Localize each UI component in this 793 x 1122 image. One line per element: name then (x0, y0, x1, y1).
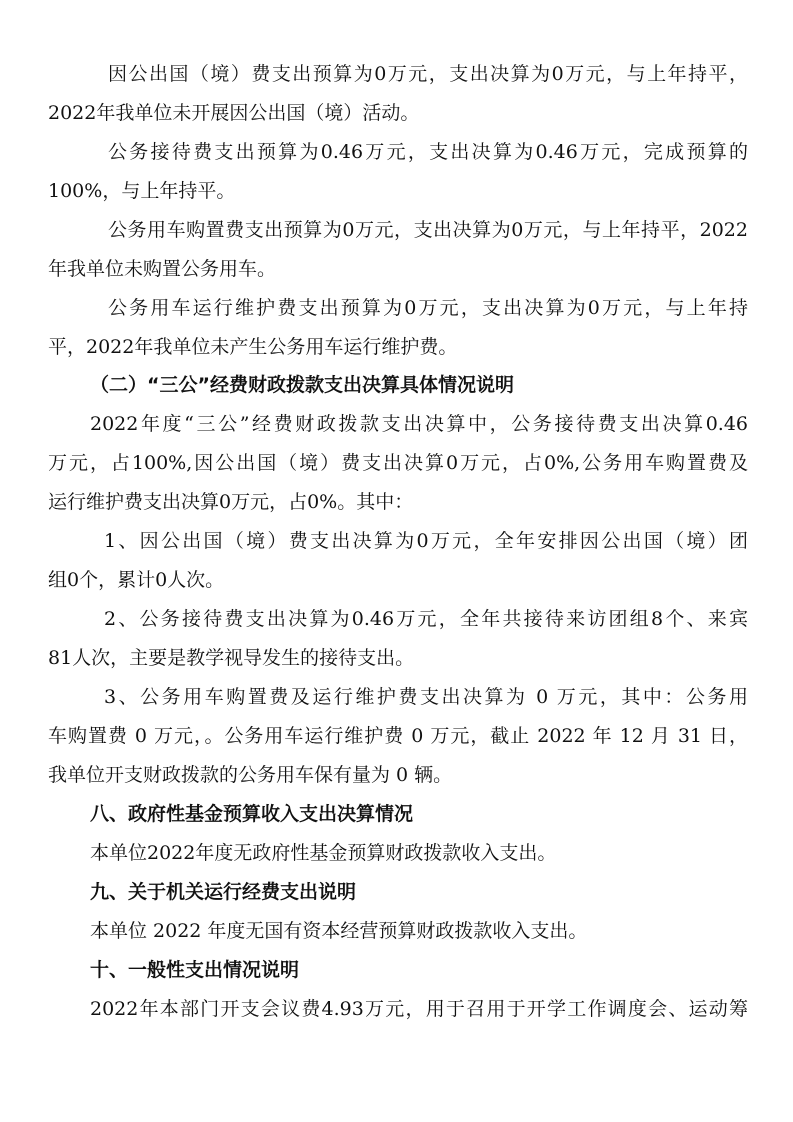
paragraph-line: 1、因公出国（境）费支出决算为0万元，全年安排因公出国（境）团 (104, 530, 748, 552)
paragraph-line: 因公出国（境）费支出预算为0万元，支出决算为0万元，与上年持平， (108, 63, 748, 85)
paragraph-line: 2022年度“三公”经费财政拨款支出决算中，公务接待费支出决算0.46 (90, 413, 748, 435)
paragraph-line: 2、公务接待费支出决算为0.46万元，全年共接待来访团组8个、来宾 (104, 608, 748, 630)
section-heading: 八、政府性基金预算收入支出决算情况 (90, 803, 414, 825)
paragraph-line: 万元，占100%,因公出国（境）费支出决算0万元，占0%,公务用车购置费及 (48, 452, 748, 474)
paragraph-line: 81人次，主要是教学视导发生的接待支出。 (48, 647, 415, 669)
section-heading: （二）“三公”经费财政拨款支出决算具体情况说明 (90, 374, 514, 396)
paragraph-line: 我单位开支财政拨款的公务用车保有量为 0 辆。 (48, 764, 453, 786)
paragraph-line: 公务用车购置费支出预算为0万元，支出决算为0万元，与上年持平，2022 (108, 219, 748, 241)
paragraph-line: 本单位2022年度无政府性基金预算财政拨款收入支出。 (90, 842, 557, 864)
section-heading: 十、一般性支出情况说明 (90, 959, 300, 981)
paragraph-line: 100%，与上年持平。 (48, 180, 236, 202)
paragraph-line: 公务用车运行维护费支出预算为0万元，支出决算为0万元，与上年持 (108, 297, 748, 319)
paragraph-line: 3、公务用车购置费及运行维护费支出决算为 0 万元，其中：公务用 (104, 686, 748, 708)
paragraph-line: 公务接待费支出预算为0.46万元，支出决算为0.46万元，完成预算的 (108, 141, 748, 163)
paragraph-line: 车购置费 0 万元，。公务用车运行维护费 0 万元，截止 2022 年 12 月 31 日， (48, 725, 748, 747)
section-heading: 九、关于机关运行经费支出说明 (90, 881, 357, 903)
paragraph-line: 2022年本部门开支会议费4.93万元，用于召用于开学工作调度会、运动筹 (90, 998, 748, 1020)
paragraph-line: 本单位 2022 年度无国有资本经营预算财政拨款收入支出。 (90, 920, 588, 942)
paragraph-line: 2022年我单位未开展因公出国（境）活动。 (48, 102, 420, 124)
paragraph-line: 组0个，累计0人次。 (48, 569, 225, 591)
paragraph-line: 年我单位未购置公务用车。 (48, 258, 277, 280)
paragraph-line: 运行维护费支出决算0万元，占0%。其中： (48, 491, 414, 513)
paragraph-line: 平，2022年我单位未产生公务用车运行维护费。 (48, 336, 458, 358)
